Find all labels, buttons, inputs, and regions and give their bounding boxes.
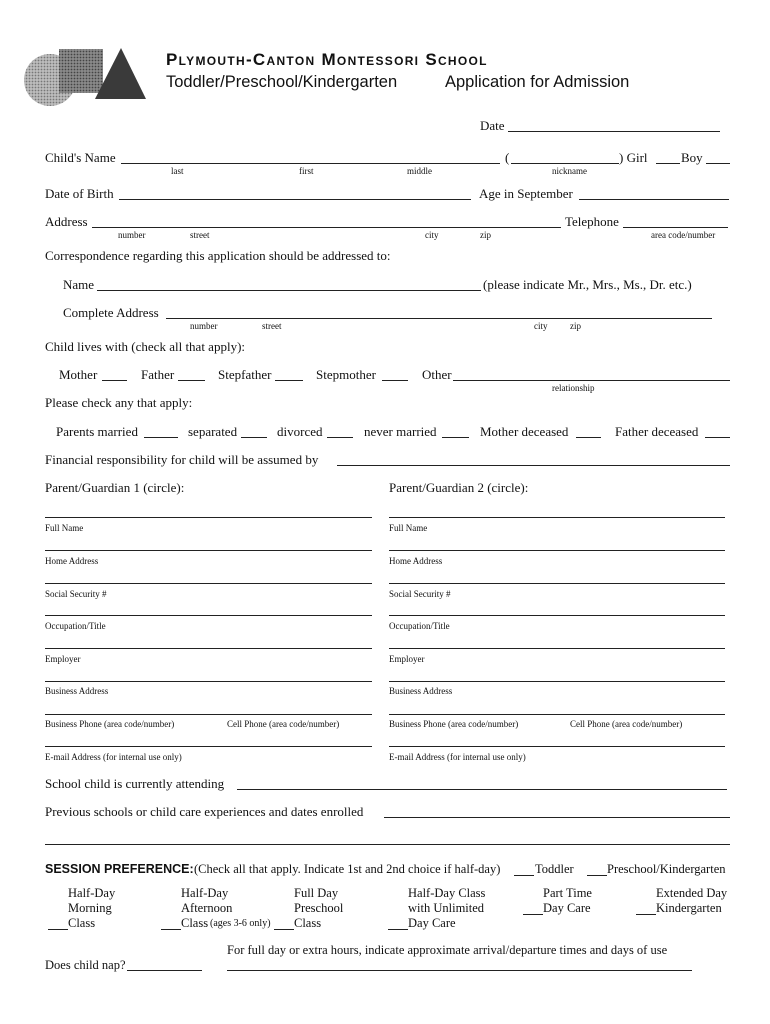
preschool-k-label: Preschool/Kindergarten bbox=[607, 862, 726, 876]
boy-label: Boy bbox=[681, 150, 703, 165]
g1-full-name-field[interactable] bbox=[45, 517, 372, 518]
nap-field[interactable] bbox=[127, 970, 202, 971]
boy-checkbox[interactable] bbox=[706, 163, 730, 164]
separated-checkbox[interactable] bbox=[241, 437, 267, 438]
opt6-line2: Kindergarten bbox=[656, 901, 722, 915]
g2-occupation-label: Occupation/Title bbox=[389, 621, 450, 631]
program-title: Toddler/Preschool/Kindergarten bbox=[166, 73, 398, 91]
g1-full-name-label: Full Name bbox=[45, 523, 84, 533]
divorced-checkbox[interactable] bbox=[327, 437, 353, 438]
stepmother-label: Stepmother bbox=[316, 367, 376, 382]
opt3-line2: Preschool bbox=[294, 901, 344, 915]
sub-label-zip: zip bbox=[480, 230, 491, 240]
sub-label-relationship: relationship bbox=[552, 383, 595, 393]
nap-label: Does child nap? bbox=[45, 958, 126, 972]
corr-name-field[interactable] bbox=[97, 290, 481, 291]
g2-home-address-field[interactable] bbox=[389, 550, 725, 551]
g2-home-address-label: Home Address bbox=[389, 556, 443, 566]
g1-ssn-field[interactable] bbox=[45, 583, 372, 584]
logo-square bbox=[59, 49, 103, 93]
corr-sub-number: number bbox=[190, 321, 218, 331]
school-name: Plymouth-Canton Montessori School bbox=[166, 50, 488, 69]
sub-label-last: last bbox=[171, 166, 184, 176]
opt4-line1: Half-Day Class bbox=[408, 886, 486, 900]
corr-sub-zip: zip bbox=[570, 321, 581, 331]
g2-email-field[interactable] bbox=[389, 746, 725, 747]
mother-label: Mother bbox=[59, 367, 98, 382]
previous-schools-field[interactable] bbox=[384, 817, 730, 818]
previous-schools-label: Previous schools or child care experiences and dates enrolled bbox=[45, 804, 364, 819]
g1-email-label: E-mail Address (for internal use only) bbox=[45, 752, 182, 762]
opt6-checkbox[interactable] bbox=[636, 914, 656, 915]
g2-email-label: E-mail Address (for internal use only) bbox=[389, 752, 526, 762]
sub-label-area-code: area code/number bbox=[651, 230, 716, 240]
check-any-heading: Please check any that apply: bbox=[45, 395, 193, 410]
child-name-label: Child's Name bbox=[45, 150, 116, 165]
school-logo bbox=[22, 44, 148, 120]
form-title: Application for Admission bbox=[445, 73, 630, 91]
sub-label-city: city bbox=[425, 230, 439, 240]
g1-employer-field[interactable] bbox=[45, 648, 372, 649]
age-label: Age in September bbox=[479, 186, 573, 201]
telephone-field[interactable] bbox=[623, 227, 728, 228]
g1-occupation-field[interactable] bbox=[45, 615, 372, 616]
divorced-label: divorced bbox=[277, 424, 323, 439]
father-label: Father bbox=[141, 367, 175, 382]
opt6-line1: Extended Day bbox=[656, 886, 728, 900]
mother-checkbox[interactable] bbox=[102, 380, 127, 381]
g1-home-address-label: Home Address bbox=[45, 556, 99, 566]
g2-full-name-label: Full Name bbox=[389, 523, 428, 533]
nickname-open-paren: ( bbox=[505, 150, 510, 165]
girl-label: ) Girl bbox=[619, 150, 648, 165]
dob-field[interactable] bbox=[119, 199, 471, 200]
current-school-field[interactable] bbox=[237, 789, 727, 790]
g1-occupation-label: Occupation/Title bbox=[45, 621, 106, 631]
opt2-line1: Half-Day bbox=[181, 886, 229, 900]
opt1-line1: Half-Day bbox=[68, 886, 116, 900]
never-married-label: never married bbox=[364, 424, 437, 439]
opt5-line1: Part Time bbox=[543, 886, 592, 900]
opt2-checkbox[interactable] bbox=[161, 929, 181, 930]
corr-name-label: Name bbox=[63, 277, 95, 292]
opt3-line1: Full Day bbox=[294, 886, 339, 900]
address-field[interactable] bbox=[92, 227, 561, 228]
opt2-line2: Afternoon bbox=[181, 901, 233, 915]
session-label: SESSION PREFERENCE: bbox=[45, 862, 194, 876]
g2-employer-field[interactable] bbox=[389, 648, 725, 649]
mother-deceased-checkbox[interactable] bbox=[576, 437, 601, 438]
g2-cell-phone-label: Cell Phone (area code/number) bbox=[570, 719, 683, 729]
opt4-line2: with Unlimited bbox=[408, 901, 485, 915]
other-field[interactable] bbox=[453, 380, 730, 381]
opt5-checkbox[interactable] bbox=[523, 914, 543, 915]
telephone-label: Telephone bbox=[565, 214, 619, 229]
corr-address-field[interactable] bbox=[166, 318, 712, 319]
opt3-line3: Class bbox=[294, 916, 322, 930]
session-instructions: (Check all that apply. Indicate 1st and 2nd choice if half-day) bbox=[194, 862, 501, 876]
separated-label: separated bbox=[188, 424, 238, 439]
g1-phone-field[interactable] bbox=[45, 714, 372, 715]
toddler-label: Toddler bbox=[535, 862, 574, 876]
corr-address-label: Complete Address bbox=[63, 305, 159, 320]
father-checkbox[interactable] bbox=[178, 380, 205, 381]
sub-label-number: number bbox=[118, 230, 146, 240]
opt5-line2: Day Care bbox=[543, 901, 591, 915]
girl-checkbox[interactable] bbox=[656, 163, 680, 164]
preschool-k-checkbox[interactable] bbox=[587, 875, 607, 876]
hours-label: For full day or extra hours, indicate approximate arrival/departure times and days of use bbox=[227, 943, 668, 957]
nickname-field[interactable] bbox=[511, 163, 619, 164]
age-field[interactable] bbox=[579, 199, 729, 200]
stepfather-label: Stepfather bbox=[218, 367, 272, 382]
g2-phone-field[interactable] bbox=[389, 714, 725, 715]
never-married-checkbox[interactable] bbox=[442, 437, 469, 438]
g1-employer-label: Employer bbox=[45, 654, 81, 664]
corr-sub-street: street bbox=[262, 321, 282, 331]
sub-label-middle: middle bbox=[407, 166, 432, 176]
correspondence-heading: Correspondence regarding this application should be addressed to: bbox=[45, 248, 391, 263]
g1-home-address-field[interactable] bbox=[45, 550, 372, 551]
opt4-checkbox[interactable] bbox=[388, 929, 408, 930]
date-label: Date bbox=[480, 118, 505, 133]
opt2-line3: Class bbox=[181, 916, 209, 930]
date-field[interactable] bbox=[508, 131, 720, 132]
parents-married-label: Parents married bbox=[56, 424, 138, 439]
g2-occupation-field[interactable] bbox=[389, 615, 725, 616]
father-deceased-checkbox[interactable] bbox=[705, 437, 730, 438]
hours-field[interactable] bbox=[227, 970, 692, 971]
opt3-checkbox[interactable] bbox=[274, 929, 294, 930]
g1-business-phone-label: Business Phone (area code/number) bbox=[45, 719, 175, 729]
g2-ssn-field[interactable] bbox=[389, 583, 725, 584]
g1-business-address-field[interactable] bbox=[45, 681, 372, 682]
dob-label: Date of Birth bbox=[45, 186, 114, 201]
sub-label-street: street bbox=[190, 230, 210, 240]
financial-label: Financial responsibility for child will be assumed by bbox=[45, 452, 319, 467]
sub-label-first: first bbox=[299, 166, 314, 176]
other-label: Other bbox=[422, 367, 452, 382]
father-deceased-label: Father deceased bbox=[615, 424, 699, 439]
opt1-line2: Morning bbox=[68, 901, 112, 915]
toddler-checkbox[interactable] bbox=[514, 875, 534, 876]
g2-full-name-field[interactable] bbox=[389, 517, 725, 518]
stepfather-checkbox[interactable] bbox=[275, 380, 303, 381]
parents-married-checkbox[interactable] bbox=[144, 437, 178, 438]
guardian-1-heading: Parent/Guardian 1 (circle): bbox=[45, 480, 185, 495]
lives-with-heading: Child lives with (check all that apply): bbox=[45, 339, 246, 354]
opt2-note: (ages 3-6 only) bbox=[210, 918, 271, 929]
g1-email-field[interactable] bbox=[45, 746, 372, 747]
opt1-checkbox[interactable] bbox=[48, 929, 68, 930]
g1-cell-phone-label: Cell Phone (area code/number) bbox=[227, 719, 340, 729]
guardian-2-heading: Parent/Guardian 2 (circle): bbox=[389, 480, 529, 495]
opt1-line3: Class bbox=[68, 916, 96, 930]
current-school-label: School child is currently attending bbox=[45, 776, 225, 791]
child-name-field[interactable] bbox=[121, 163, 500, 164]
g1-business-address-label: Business Address bbox=[45, 686, 109, 696]
corr-sub-city: city bbox=[534, 321, 548, 331]
opt4-line3: Day Care bbox=[408, 916, 456, 930]
stepmother-checkbox[interactable] bbox=[382, 380, 408, 381]
financial-field[interactable] bbox=[337, 465, 730, 466]
g2-ssn-label: Social Security # bbox=[389, 589, 451, 599]
g2-business-address-field[interactable] bbox=[389, 681, 725, 682]
mother-deceased-label: Mother deceased bbox=[480, 424, 569, 439]
g2-business-phone-label: Business Phone (area code/number) bbox=[389, 719, 519, 729]
sub-label-nickname: nickname bbox=[552, 166, 587, 176]
corr-name-note: (please indicate Mr., Mrs., Ms., Dr. etc.) bbox=[483, 277, 692, 292]
g1-ssn-label: Social Security # bbox=[45, 589, 107, 599]
address-label: Address bbox=[45, 214, 88, 229]
g2-business-address-label: Business Address bbox=[389, 686, 453, 696]
previous-schools-field-2[interactable] bbox=[45, 844, 730, 845]
g2-employer-label: Employer bbox=[389, 654, 425, 664]
